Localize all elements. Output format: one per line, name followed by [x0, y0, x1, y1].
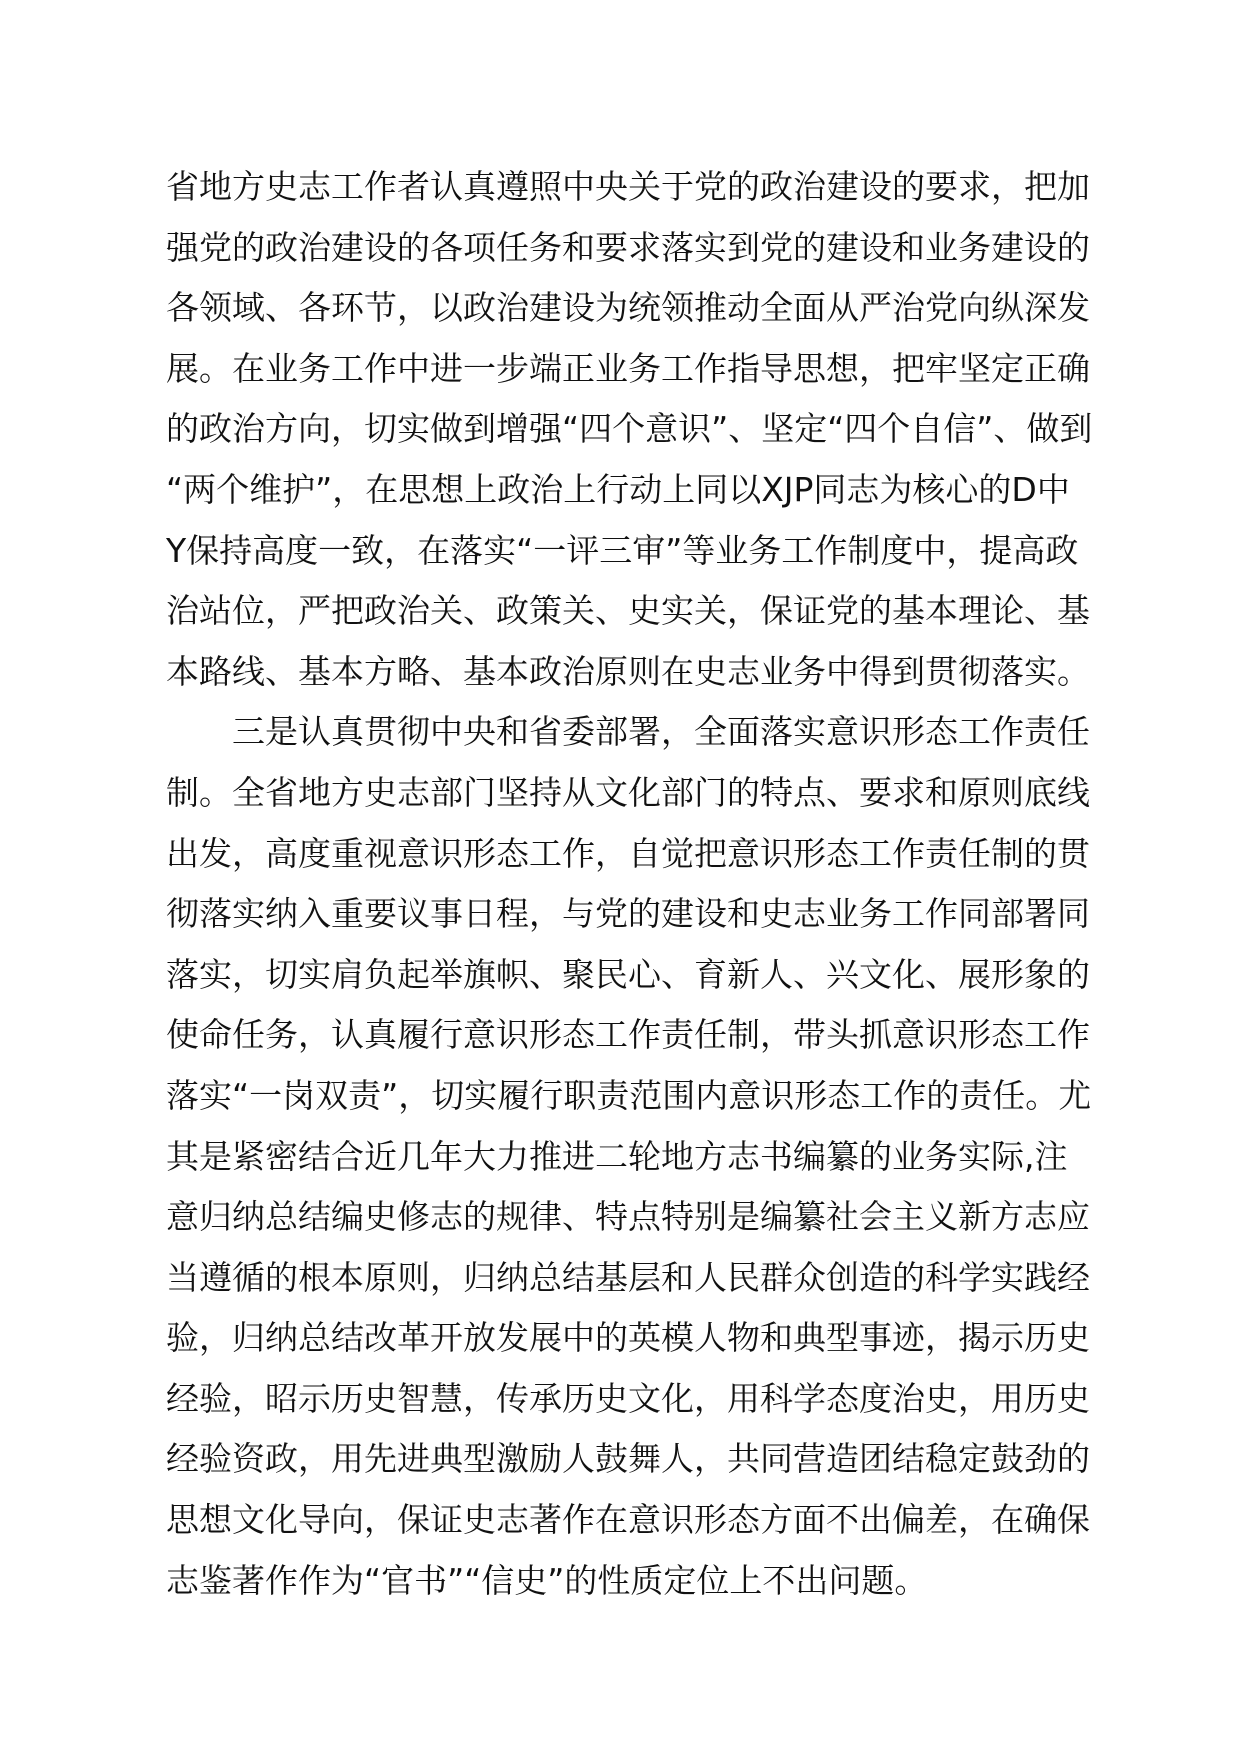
text-line: 落实，切实肩负起举旗帜、聚民心、育新人、兴文化、展形象的	[166, 954, 1090, 994]
paragraph-start-line: 三是认真贯彻中央和省委部署，全面落实意识形态工作责任	[232, 712, 1090, 752]
text-line: 强党的政治建设的各项任务和要求落实到党的建设和业务建设的	[166, 227, 1090, 267]
text-line: 志鉴著作作为“官书”“信史”的性质定位上不出问题。	[166, 1560, 928, 1600]
text-line: 本路线、基本方略、基本政治原则在史志业务中得到贯彻落实。	[166, 651, 1090, 691]
text-line: 制。全省地方史志部门坚持从文化部门的特点、要求和原则底线	[166, 772, 1090, 812]
text-line: 落实“一岗双责”，切实履行职责范围内意识形态工作的责任。尤	[166, 1075, 1092, 1115]
text-line: 各领域、各环节，以政治建设为统领推动全面从严治党向纵深发	[166, 288, 1090, 328]
text-line: 出发，高度重视意识形态工作，自觉把意识形态工作责任制的贯	[166, 833, 1090, 873]
text-line: 省地方史志工作者认真遵照中央关于党的政治建设的要求，把加	[166, 167, 1090, 206]
text-line: 其是紧密结合近几年大力推进二轮地方志书编纂的业务实际,注	[166, 1136, 1068, 1176]
text-line: 思想文化导向，保证史志著作在意识形态方面不出偏差，在确保	[166, 1500, 1090, 1540]
text-line: 使命任务，认真履行意识形态工作责任制，带头抓意识形态工作	[166, 1015, 1090, 1055]
text-line: “两个维护”，在思想上政治上行动上同以XJP同志为核心的D中	[166, 469, 1070, 509]
body-text	[166, 157, 1106, 1611]
text-line: Y保持高度一致，在落实“一评三审”等业务工作制度中，提高政	[166, 530, 1079, 570]
text-line: 治站位，严把政治关、政策关、史实关，保证党的基本理论、基	[166, 591, 1090, 631]
text-line: 当遵循的根本原则，归纳总结基层和人民群众创造的科学实践经	[166, 1257, 1090, 1297]
text-line: 的政治方向，切实做到增强“四个意识”、坚定“四个自信”、做到	[166, 409, 1093, 449]
text-line: 经验资政，用先进典型激励人鼓舞人，共同营造团结稳定鼓劲的	[166, 1439, 1090, 1479]
text-line: 意归纳总结编史修志的规律、特点特别是编纂社会主义新方志应	[166, 1197, 1090, 1237]
text-line: 经验，昭示历史智慧，传承历史文化，用科学态度治史，用历史	[166, 1378, 1090, 1418]
text-line: 彻落实纳入重要议事日程，与党的建设和史志业务工作同部署同	[166, 894, 1090, 934]
text-line: 验，归纳总结改革开放发展中的英模人物和典型事迹，揭示历史	[166, 1318, 1090, 1358]
text-line: 展。在业务工作中进一步端正业务工作指导思想，把牢坚定正确	[166, 348, 1090, 388]
